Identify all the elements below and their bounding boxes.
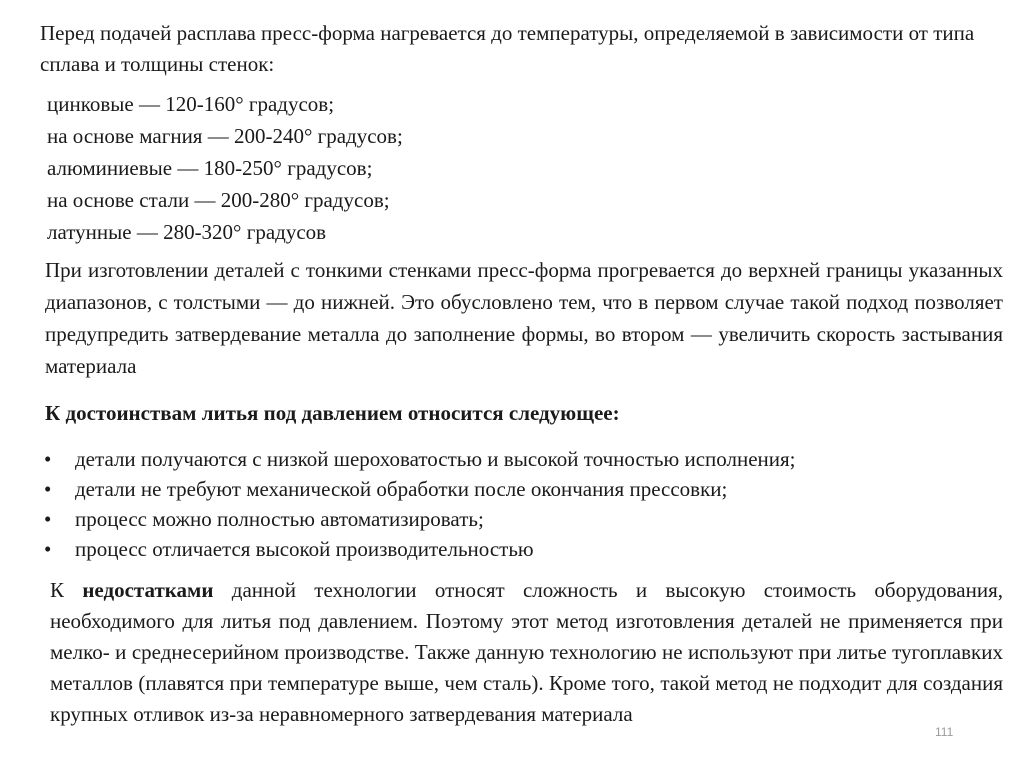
- page-number: 111: [935, 725, 954, 739]
- temperature-item-magnesium: на основе магния — 200-240° градусов;: [47, 124, 403, 148]
- disadvantages-paragraph: [50, 575, 1003, 730]
- bullet-icon: •: [44, 447, 52, 471]
- list-item-text: процесс можно полностью автоматизировать;: [75, 507, 484, 531]
- advantages-list: [44, 444, 1004, 564]
- advantages-heading: К достоинствам литья под давлением относится следующее:: [45, 401, 620, 425]
- intro-paragraph: Перед подачей расплава пресс-форма нагревается до температуры, определяемой в зависимости от типа сплава и толщины стенок:: [40, 21, 975, 76]
- disadvantages-text: данной технологии относят сложность и высокую стоимость оборудования, необходимого для литья под давлением. Поэтому этот метод изготовления деталей не применяется при мелко- и среднесерийном производстве. Также данную технологию не используют при литье тугоплавких металлов (плавятся при температуре выше, чем сталь). Кроме того, такой метод не подходит для создания крупных отливок из-за неравномерного затвердевания материала: [50, 578, 1003, 726]
- disadvantages-keyword: недостатками: [82, 578, 214, 602]
- temperature-item-aluminum: алюминиевые — 180-250° градусов;: [47, 156, 373, 180]
- list-item: [44, 474, 1004, 504]
- bullet-icon: •: [44, 477, 52, 501]
- temperature-item-zinc: цинковые — 120-160° градусов;: [47, 92, 335, 116]
- list-item-text: детали получаются с низкой шероховатостью и высокой точностью исполнения;: [75, 447, 796, 471]
- disadvantages-lead: К: [50, 578, 65, 602]
- list-item-text: процесс отличается высокой производительностью: [75, 537, 534, 561]
- thin-walls-paragraph: При изготовлении деталей с тонкими стенками пресс-форма прогревается до верхней границы указанных диапазонов, с толстыми — до нижней. Это обусловлено тем, что в первом случае такой подход позволяет предупредить затвердевание металла до заполнение формы, во втором — увеличить скорость застывания материала: [45, 258, 1003, 378]
- temperature-item-brass: латунные — 280-320° градусов: [47, 220, 327, 244]
- bullet-icon: •: [44, 507, 52, 531]
- list-item: [44, 504, 1004, 534]
- temperature-item-steel: на основе стали — 200-280° градусов;: [47, 188, 390, 212]
- bullet-icon: •: [44, 537, 52, 561]
- list-item: [44, 444, 1004, 474]
- list-item: [44, 534, 1004, 564]
- list-item-text: детали не требуют механической обработки после окончания прессовки;: [75, 477, 728, 501]
- temperature-list: [47, 88, 747, 248]
